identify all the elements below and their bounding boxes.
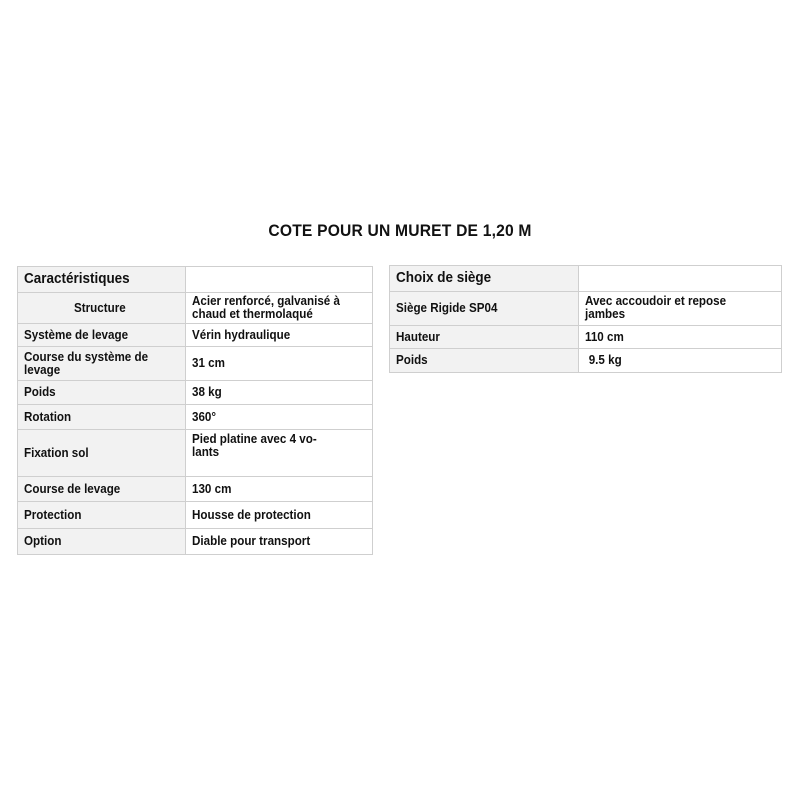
table-row [18,529,373,555]
table-row [18,502,373,529]
row-value: 110 cm [579,326,782,349]
row-value: Vérin hydraulique [186,324,373,347]
table-row [390,326,782,349]
row-label: Système de levage [18,324,186,347]
row-value: Pied platine avec 4 vo-lants [186,430,373,477]
seat-table [389,265,782,373]
row-label: Protection [18,502,186,529]
page-title: COTE POUR UN MURET DE 1,20 M [268,221,532,240]
table-row [18,324,373,347]
table-row [18,347,373,381]
row-label: Fixation sol [18,430,186,477]
characteristics-table [17,266,373,555]
table-row [18,405,373,430]
row-label: Course de levage [18,477,186,502]
table-row [390,349,782,373]
row-label: Option [18,529,186,555]
table-row [18,477,373,502]
seat-header: Choix de siège [390,266,579,292]
row-label: Poids [390,349,579,373]
row-value: 38 kg [186,381,373,405]
characteristics-header: Caractéristiques [18,267,186,293]
table-row [18,293,373,324]
row-label: Poids [18,381,186,405]
table-row [18,381,373,405]
row-value: 360° [186,405,373,430]
table-header-row [18,267,373,293]
row-value: Diable pour transport [186,529,373,555]
row-value: Acier renforcé, galvanisé à chaud et thermolaqué [186,293,373,324]
row-value: Avec accoudoir et repose jambes [579,292,782,326]
row-value: 31 cm [186,347,373,381]
table-header-row [390,266,782,292]
row-label: Rotation [18,405,186,430]
table-row [18,430,373,477]
row-label: Course du système de levage [18,347,186,381]
row-value: 9.5 kg [579,349,782,373]
row-label: Structure [18,293,186,324]
table-row [390,292,782,326]
row-label: Hauteur [390,326,579,349]
row-value: 130 cm [186,477,373,502]
row-value: Housse de protection [186,502,373,529]
row-label: Siège Rigide SP04 [390,292,579,326]
seat-header-empty [579,266,782,292]
characteristics-header-empty [186,267,373,293]
